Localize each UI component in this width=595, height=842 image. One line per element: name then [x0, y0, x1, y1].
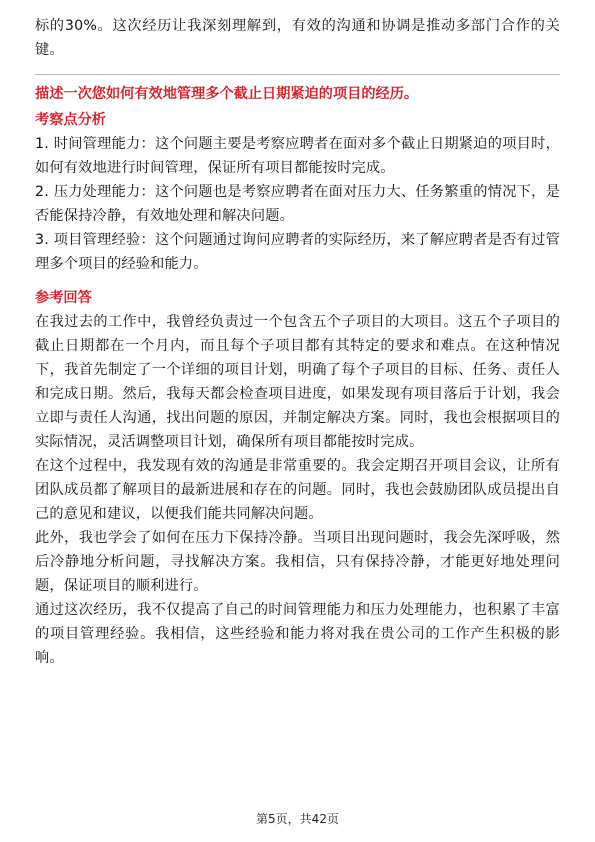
question-title: 描述一次您如何有效地管理多个截止日期紧迫的项目的经历。 — [35, 86, 419, 102]
answer-paragraph-3: 此外，我也学会了如何在压力下保持冷静。当项目出现问题时，我会先深呼吸，然后冷静地分析问题，寻找解决方案。我相信，只有保持冷静，才能更好地处理问题，保证项目的顺利进行。 — [35, 530, 560, 594]
page-content — [35, 14, 560, 670]
analysis-item-3: 3. 项目管理经验：这个问题通过询问应聘者的实际经历，来了解应聘者是否有过管理多个项目的经验和能力。 — [35, 232, 560, 272]
carry-over-paragraph: 标的30%。这次经历让我深刻理解到，有效的沟通和协调是推动多部门合作的关键。 — [35, 18, 560, 58]
section-divider — [35, 74, 560, 75]
answer-paragraph-4: 通过这次经历，我不仅提高了自己的时间管理能力和压力处理能力，也积累了丰富的项目管理经验。我相信，这些经验和能力将对我在贵公司的工作产生积极的影响。 — [35, 602, 560, 666]
analysis-heading: 考察点分析 — [35, 112, 106, 128]
answer-heading: 参考回答 — [35, 290, 92, 306]
analysis-item-2: 2. 压力处理能力：这个问题也是考察应聘者在面对压力大、任务繁重的情况下，是否能保持冷静，有效地处理和解决问题。 — [35, 184, 560, 224]
answer-paragraph-1: 在我过去的工作中，我曾经负责过一个包含五个子项目的大项目。这五个子项目的截止日期都在一个月内，而且每个子项目都有其特定的要求和难点。在这种情况下，我首先制定了一个详细的项目计划，明确了每个子项目的目标、任务、责任人和完成日期。然后，我每天都会检查项目进度，如果发现有项目落后于计划，我会立即与责任人沟通，找出问题的原因，并制定解决方案。同时，我也会根据项目的实际情况，灵活调整项目计划，确保所有项目都能按时完成。 — [35, 314, 560, 450]
page-number-footer: 第5页，共42页 — [256, 812, 339, 826]
analysis-item-1: 1. 时间管理能力：这个问题主要是考察应聘者在面对多个截止日期紧迫的项目时，如何有效地进行时间管理，保证所有项目都能按时完成。 — [35, 136, 560, 176]
answer-paragraph-2: 在这个过程中，我发现有效的沟通是非常重要的。我会定期召开项目会议，让所有团队成员都了解项目的最新进展和存在的问题。同时，我也会鼓励团队成员提出自己的意见和建议，以便我们能共同解决问题。 — [35, 458, 560, 522]
